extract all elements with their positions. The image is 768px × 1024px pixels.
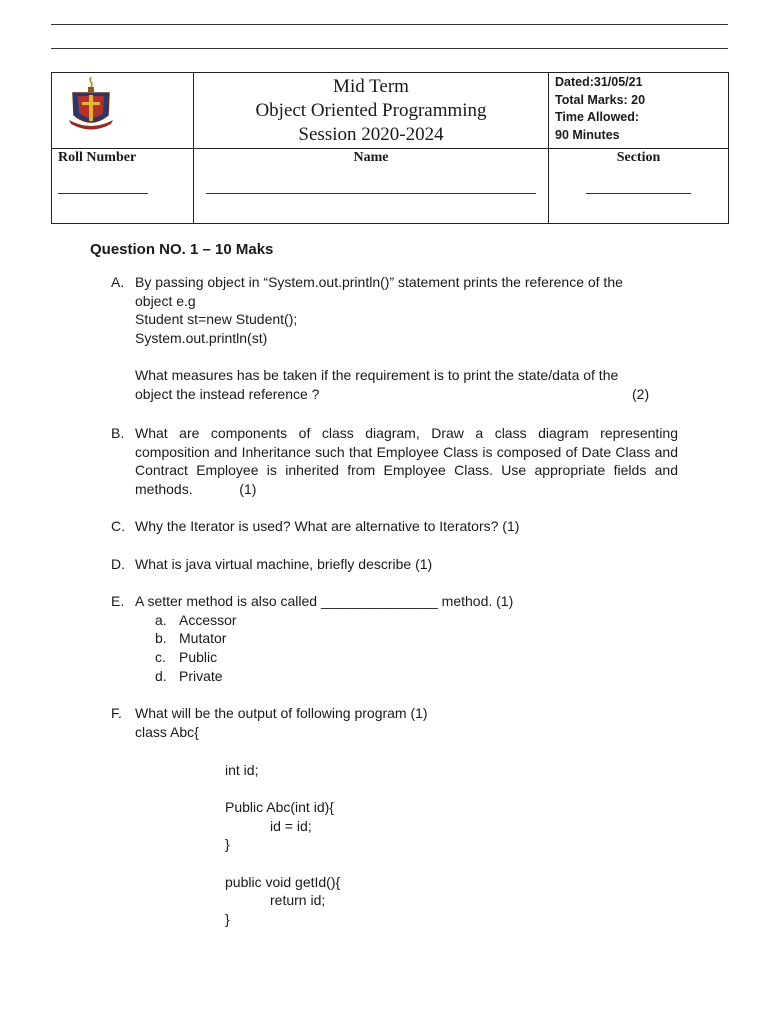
item-b-text: What are components of class diagram, Draw a class diagram representing composition and Inheritance such that Employee Class is composed of Date Class and Contract Employee is inherited from Employee Class. Use appropriate fields and methods. xyxy=(135,425,678,497)
exam-title: Mid Term xyxy=(333,76,409,97)
time-allowed-label: Time Allowed: xyxy=(555,110,640,124)
item-a-line5: What measures has be taken if the requirement is to print the state/data of the xyxy=(135,367,619,384)
exam-title-cell xyxy=(194,73,549,149)
item-marker: F. xyxy=(111,705,122,721)
option-marker: c. xyxy=(155,649,166,665)
section-label: Section xyxy=(616,150,661,165)
exam-header-table xyxy=(51,72,729,224)
exam-date: Dated:31/05/21 xyxy=(555,75,643,89)
item-marker: A. xyxy=(111,274,125,290)
code-line-8: } xyxy=(225,911,230,927)
question-item-c xyxy=(111,517,678,536)
name-label: Name xyxy=(353,150,389,165)
section-blank[interactable] xyxy=(586,192,691,194)
question-item-d xyxy=(111,555,678,574)
option-text: Mutator xyxy=(179,630,227,646)
item-a-line6: object the instead reference ? xyxy=(135,385,320,402)
option-text: Public xyxy=(179,649,218,665)
roll-number-blank[interactable] xyxy=(58,192,148,194)
session-title: Session 2020-2024 xyxy=(298,124,444,145)
item-a-code1: Student st=new Student(); xyxy=(135,311,298,328)
name-cell xyxy=(194,149,549,224)
code-line-7: return id; xyxy=(270,892,326,908)
question-item-f xyxy=(111,704,678,723)
item-marker: D. xyxy=(111,556,125,572)
logo-cell xyxy=(52,73,194,149)
code-line-3: Public Abc(int id){ xyxy=(225,799,334,815)
code-line-4: id = id; xyxy=(270,818,312,834)
course-title: Object Oriented Programming xyxy=(255,100,487,121)
top-rule-2 xyxy=(51,48,728,49)
option-b xyxy=(155,629,226,648)
option-marker: a. xyxy=(155,612,167,628)
option-marker: b. xyxy=(155,630,167,646)
item-marker: B. xyxy=(111,425,125,441)
question-item-a xyxy=(111,273,678,404)
item-marker: C. xyxy=(111,518,125,534)
section-cell xyxy=(549,149,729,224)
option-text: Private xyxy=(179,668,223,684)
time-allowed-value: 90 Minutes xyxy=(555,127,620,142)
item-a-line2: object e.g xyxy=(135,292,196,309)
option-text: Accessor xyxy=(179,612,237,628)
item-d-text: What is java virtual machine, briefly describe (1) xyxy=(135,556,433,572)
item-marker: E. xyxy=(111,593,125,609)
item-a-code2: System.out.println(st) xyxy=(135,329,268,346)
university-crest-icon xyxy=(60,75,122,135)
option-c xyxy=(155,648,217,667)
question-item-e xyxy=(111,592,678,611)
code-line-2: int id; xyxy=(225,762,259,778)
code-line-6: public void getId(){ xyxy=(225,874,341,890)
option-a xyxy=(155,611,237,630)
name-blank[interactable] xyxy=(206,192,536,194)
roll-number-cell xyxy=(52,149,194,224)
option-d xyxy=(155,667,223,686)
top-rule-1 xyxy=(51,24,728,25)
item-f-text: What will be the output of following program (1) xyxy=(135,705,428,721)
question-item-b xyxy=(111,424,678,498)
item-a-marks: (2) xyxy=(632,385,650,402)
option-marker: d. xyxy=(155,668,167,684)
roll-number-label: Roll Number xyxy=(58,150,137,165)
question-heading: Question NO. 1 – 10 Maks xyxy=(90,241,274,258)
item-c-text: Why the Iterator is used? What are alternative to Iterators? (1) xyxy=(135,518,520,534)
item-e-text: A setter method is also called _______________ method. (1) xyxy=(135,593,514,609)
code-line-5: } xyxy=(225,836,230,852)
exam-meta-cell xyxy=(549,73,729,149)
code-line-1: class Abc{ xyxy=(135,724,199,740)
item-b-marks: (1) xyxy=(239,480,257,497)
total-marks: Total Marks: 20 xyxy=(555,92,646,107)
item-a-line1: By passing object in “System.out.println()” statement prints the reference of the xyxy=(135,274,623,290)
